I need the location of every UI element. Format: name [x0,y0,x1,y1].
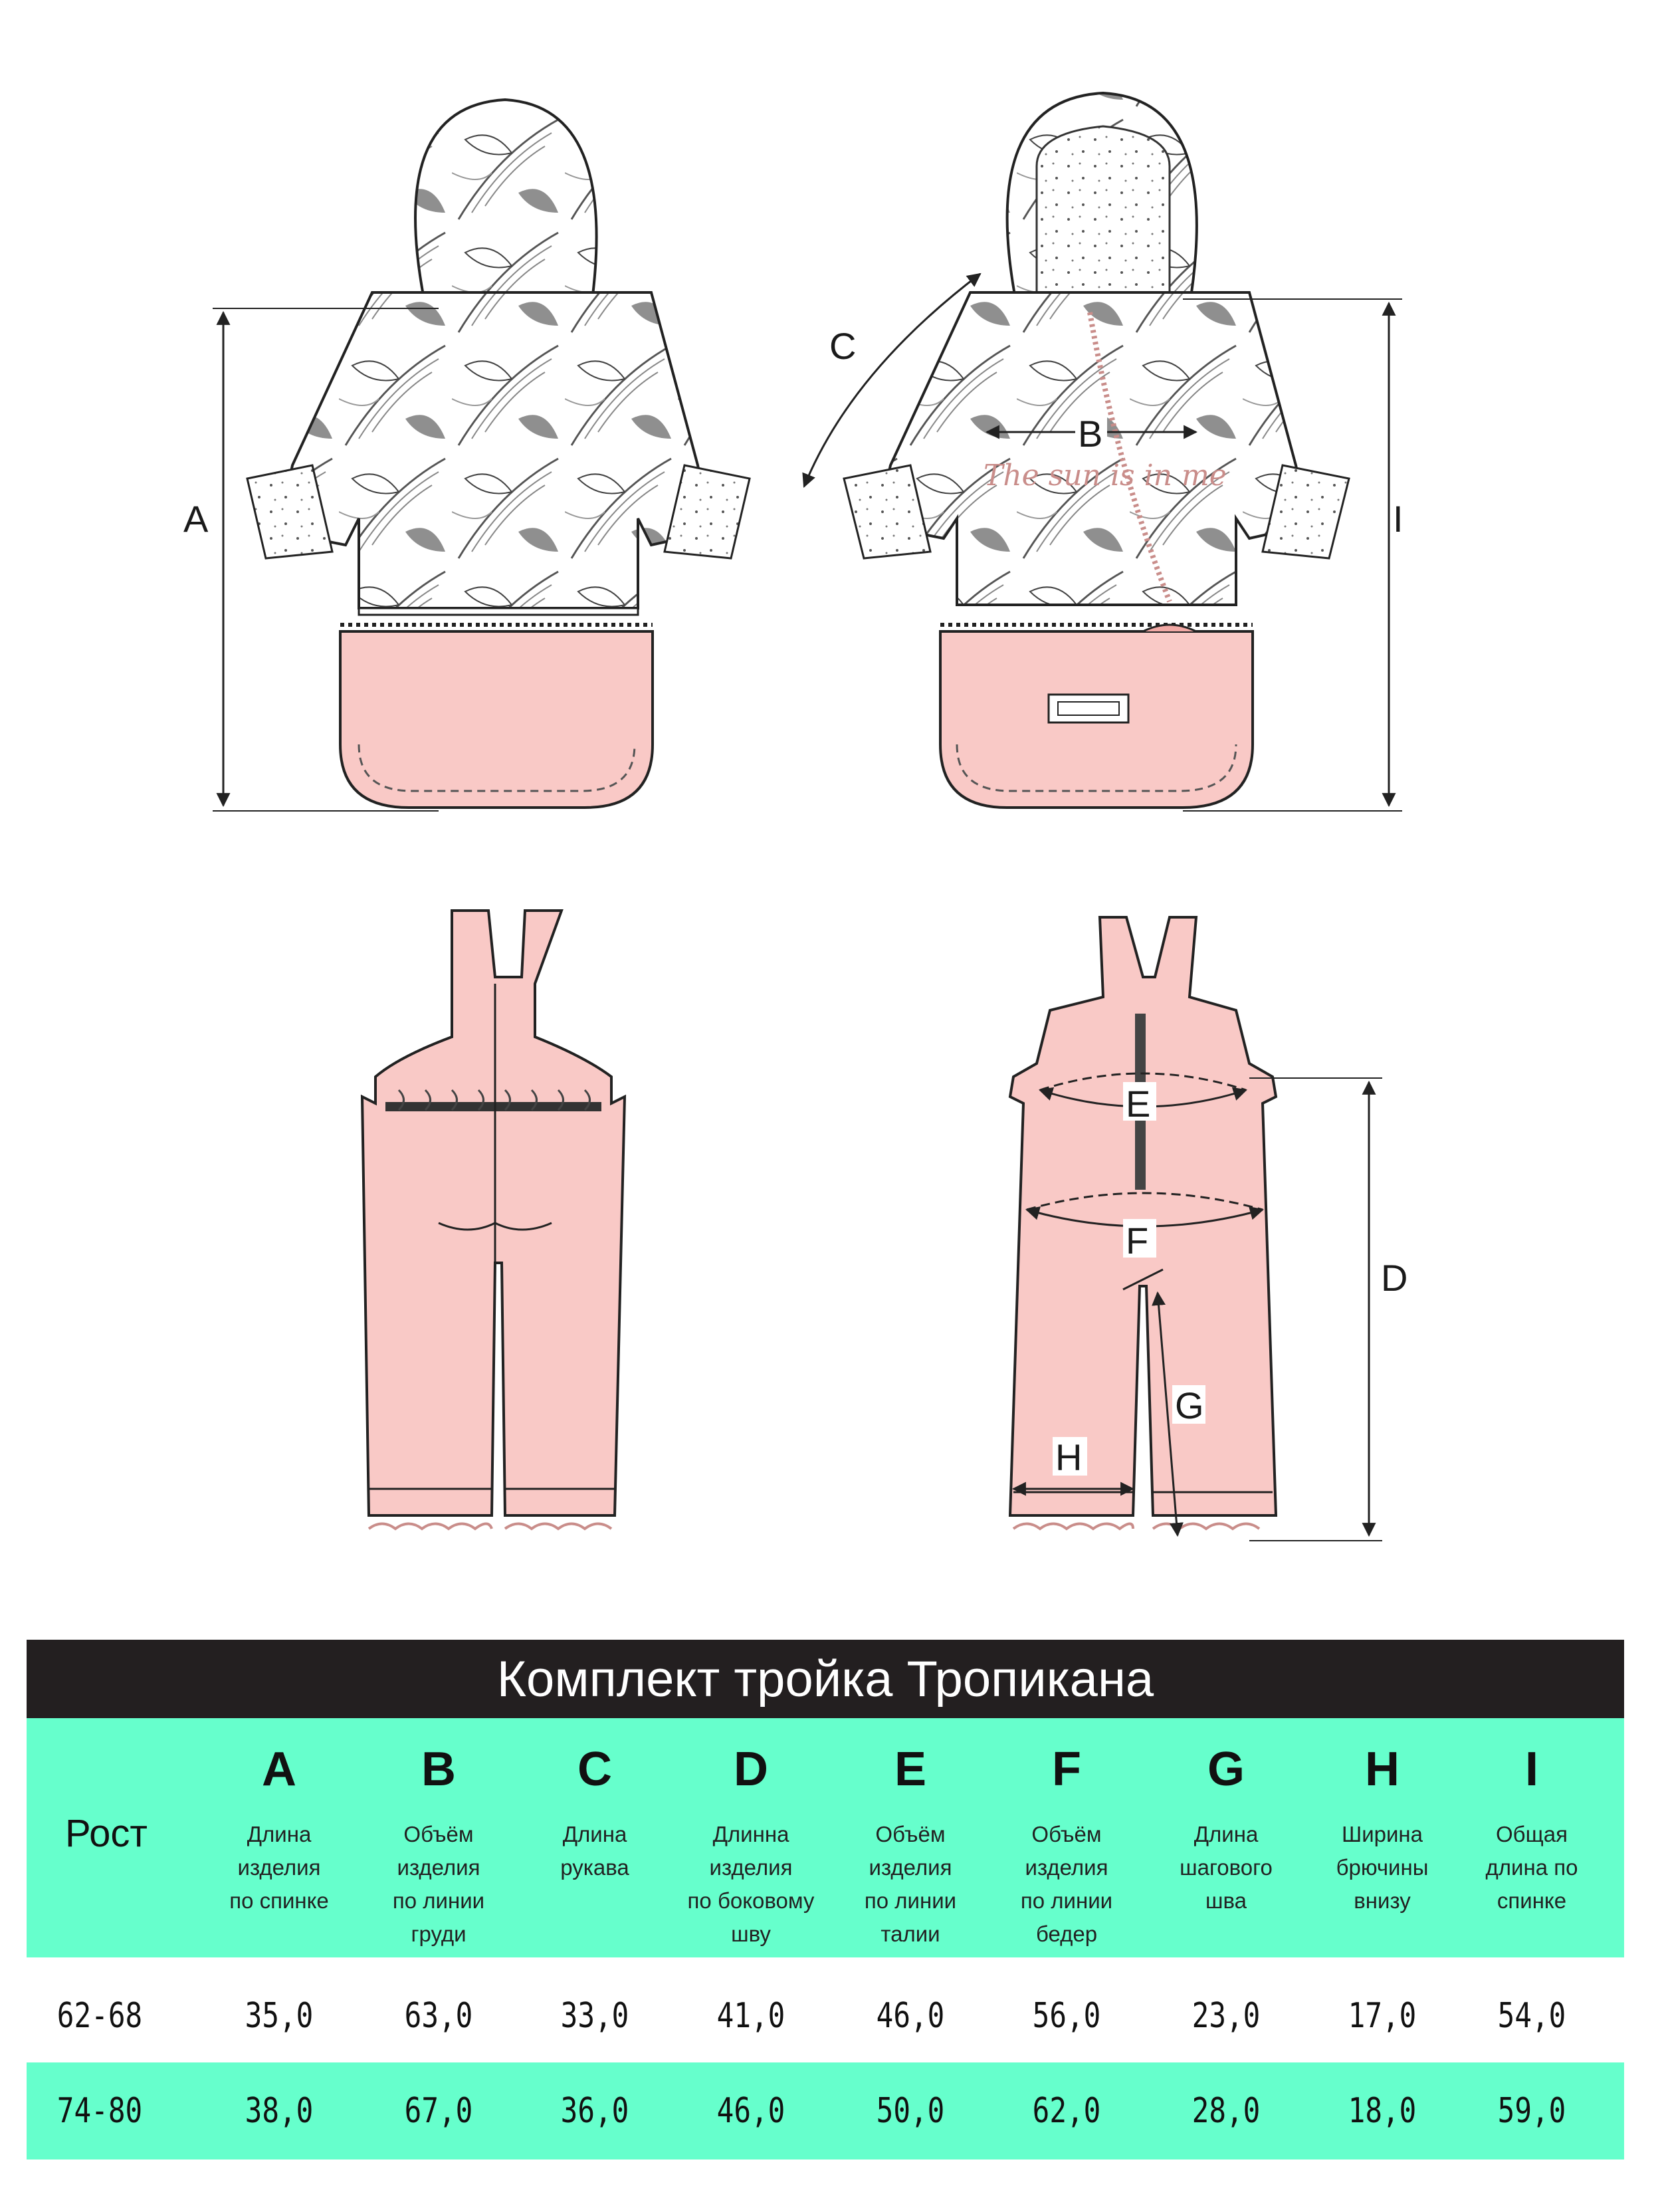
table-row [27,2062,1624,2159]
column-description: Объём изделия по линии груди [392,1822,485,1946]
column-letter: F [1052,1743,1081,1796]
table-cell: 56,0 [1032,1996,1101,2036]
label-g: G [1175,1384,1204,1426]
size-table-header [27,1718,1624,1957]
table-cell: 63,0 [404,1996,473,2036]
column-letter: I [1524,1743,1538,1796]
column-description: Общая длина по спинке [1485,1822,1578,1913]
table-row [27,1967,1624,2064]
column-description: Длинна изделия по боковому шву [687,1822,815,1946]
label-d: D [1381,1257,1408,1299]
table-cell: 18,0 [1348,2091,1417,2131]
table-cell: 59,0 [1497,2091,1566,2131]
row-header-height: Рост [65,1812,148,1855]
sleeping-bag-front-view [940,625,1253,808]
label-c: C [829,325,857,367]
table-cell: 23,0 [1192,1996,1261,2036]
table-cell: 17,0 [1348,1996,1417,2036]
table-cell: 38,0 [245,2091,314,2131]
jacket-back-view [247,100,750,615]
column-description: Длина рукава [560,1822,629,1880]
column-letter: C [577,1743,612,1796]
row-size: 74-80 [56,2091,143,2131]
column-letter: E [894,1743,927,1796]
table-cell: 67,0 [404,2091,473,2131]
sleeping-bag-back-view [340,625,653,808]
table-cell: 35,0 [245,1996,314,2036]
table-cell: 54,0 [1497,1996,1566,2036]
overalls-back-view [362,911,625,1529]
column-letter: G [1207,1743,1245,1796]
column-letter: H [1365,1743,1400,1796]
column-letter: A [262,1743,296,1796]
column-description: Длина шагового шва [1180,1822,1273,1913]
jacket-front-view [844,93,1349,605]
table-cell: 46,0 [716,2091,785,2131]
column-letter: D [734,1743,768,1796]
label-i: I [1393,498,1403,540]
column-letter: B [421,1743,456,1796]
table-cell: 46,0 [876,1996,945,2036]
column-description: Объём изделия по линии талии [864,1822,957,1946]
table-cell: 36,0 [560,2091,629,2131]
label-b: B [1078,413,1103,455]
table-cell: 62,0 [1032,2091,1101,2131]
label-e: E [1126,1083,1151,1125]
label-a: A [183,498,209,540]
row-size: 62-68 [56,1996,143,2036]
print-slogan: The sun is in me [984,459,1227,493]
table-cell: 41,0 [716,1996,785,2036]
size-table-title: Комплект тройка Тропикана [27,1640,1624,1718]
table-cell: 33,0 [560,1996,629,2036]
column-description: Объём изделия по линии бедер [1020,1822,1113,1946]
label-h: H [1055,1436,1083,1478]
column-description: Ширина брючины внизу [1336,1822,1429,1913]
table-cell: 28,0 [1192,2091,1261,2131]
column-description: Длина изделия по спинке [229,1822,329,1913]
table-cell: 50,0 [876,2091,945,2131]
label-f: F [1126,1220,1149,1262]
